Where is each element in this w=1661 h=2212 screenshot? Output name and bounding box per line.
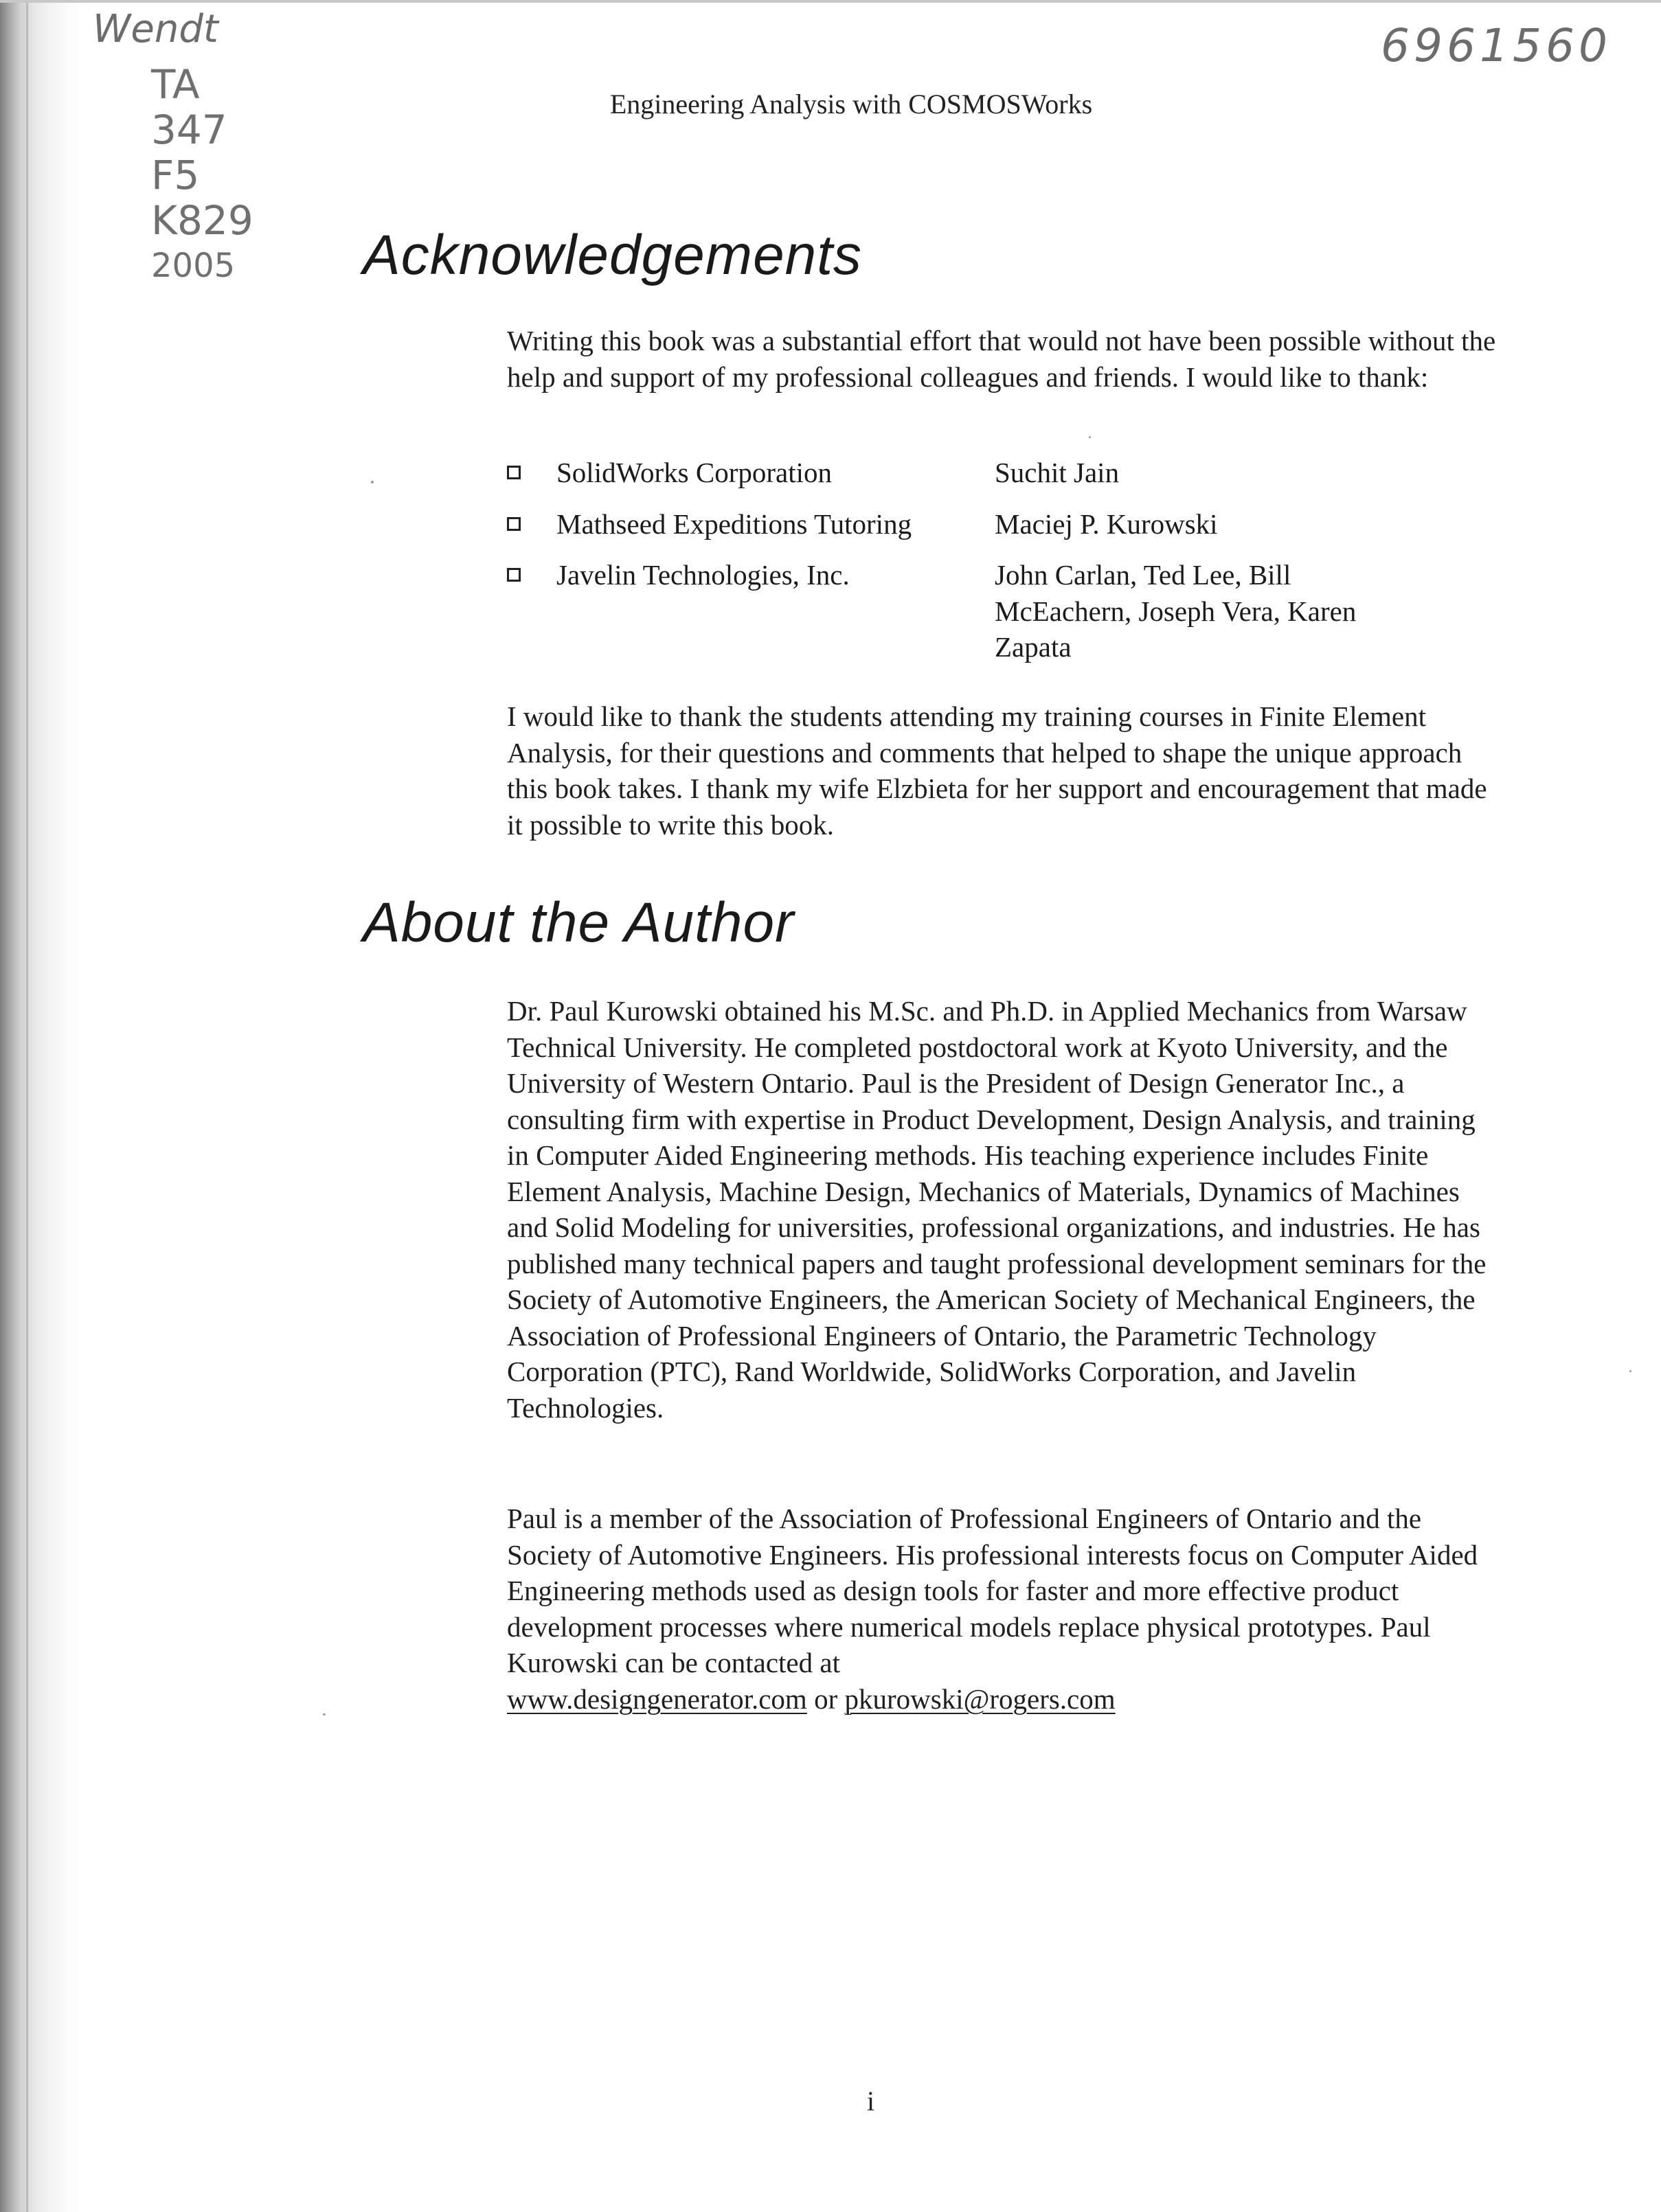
conjunction-text: or — [814, 1683, 838, 1715]
binding-crease — [26, 0, 28, 2212]
page-number: i — [867, 2086, 875, 2117]
about-author-heading: About the Author — [363, 891, 795, 954]
acknowledgements-intro: Writing this book was a substantial effort that would not have been possible without the help and support of my professional colleagues and friends. I would like to thank: — [507, 325, 1496, 393]
scan-speck — [1629, 1370, 1631, 1372]
call-number-line: K829 — [151, 197, 253, 244]
thanks-item — [507, 506, 1469, 543]
thanks-organization: Mathseed Expeditions Tutoring — [556, 508, 912, 540]
scan-speck — [1089, 436, 1091, 438]
binding-shadow — [0, 0, 86, 2212]
thanks-item — [507, 557, 1469, 665]
acknowledgements-closing: I would like to thank the students attending my training courses in Finite Element Analysis, for their questions and comments that helped to shape the unique approach this book takes. I thank my wife Elzbieta for her support and encouragement that made it possible to write this book. — [507, 700, 1487, 841]
email-link[interactable]: pkurowski@rogers.com — [844, 1683, 1116, 1715]
thanks-list — [507, 455, 1469, 681]
thanks-organization: SolidWorks Corporation — [556, 457, 832, 488]
handwritten-year: 2005 — [151, 247, 236, 285]
website-link[interactable]: www.designgenerator.com — [507, 1683, 807, 1715]
thanks-people: Maciej P. Kurowski — [995, 508, 1218, 540]
membership-text: Paul is a member of the Association of Professional Engineers of Ontario and the Society of Automotive Engineers. His professional interests focus on Computer Aided Engineering methods used as design tools for faster and more effective product development processes where numerical models replace physical prototypes. Paul Kurowski can be contacted at — [507, 1503, 1478, 1678]
acknowledgements-heading: Acknowledgements — [363, 224, 863, 286]
scan-top-edge — [0, 0, 1661, 3]
author-membership — [507, 1501, 1503, 1717]
thanks-organization: Javelin Technologies, Inc. — [556, 559, 850, 591]
author-bio: Dr. Paul Kurowski obtained his M.Sc. and Ph.D. in Applied Mechanics from Warsaw Technical University. He completed postdoctoral work at Kyoto University, and the University of Western Ontario. Paul is the President of Design Generator Inc., a consulting firm with expertise in Product Development, Design Analysis, and training in Computer Aided Engineering methods. His teaching experience includes Finite Element Analysis, Machine Design, Mechanics of Materials, Dynamics of Machines and Solid Modeling for universities, professional organizations, and industries. He has published many technical papers and taught professional development seminars for the Society of Automotive Engineers, the American Society of Mechanical Engineers, the Association of Professional Engineers of Ontario, the Parametric Technology Corporation (PTC), Rand Worldwide, SolidWorks Corporation, and Javelin Technologies. — [507, 995, 1487, 1424]
checkbox-bullet-icon — [507, 466, 521, 479]
running-head: Engineering Analysis with COSMOSWorks — [609, 89, 1093, 119]
scan-speck — [323, 1713, 326, 1715]
thanks-item — [507, 455, 1469, 491]
handwritten-catalog-number: 6961560 — [1381, 19, 1612, 72]
checkbox-bullet-icon — [507, 568, 521, 582]
scan-speck — [371, 481, 374, 483]
thanks-people: Suchit Jain — [995, 457, 1120, 488]
checkbox-bullet-icon — [507, 517, 521, 531]
call-number-line: F5 — [151, 152, 200, 198]
call-number-line: TA — [151, 61, 200, 108]
thanks-people: John Carlan, Ted Lee, Bill McEachern, Joseph Vera, Karen Zapata — [995, 559, 1357, 663]
call-number-line: 347 — [151, 106, 227, 153]
handwritten-name: Wendt — [93, 7, 218, 52]
